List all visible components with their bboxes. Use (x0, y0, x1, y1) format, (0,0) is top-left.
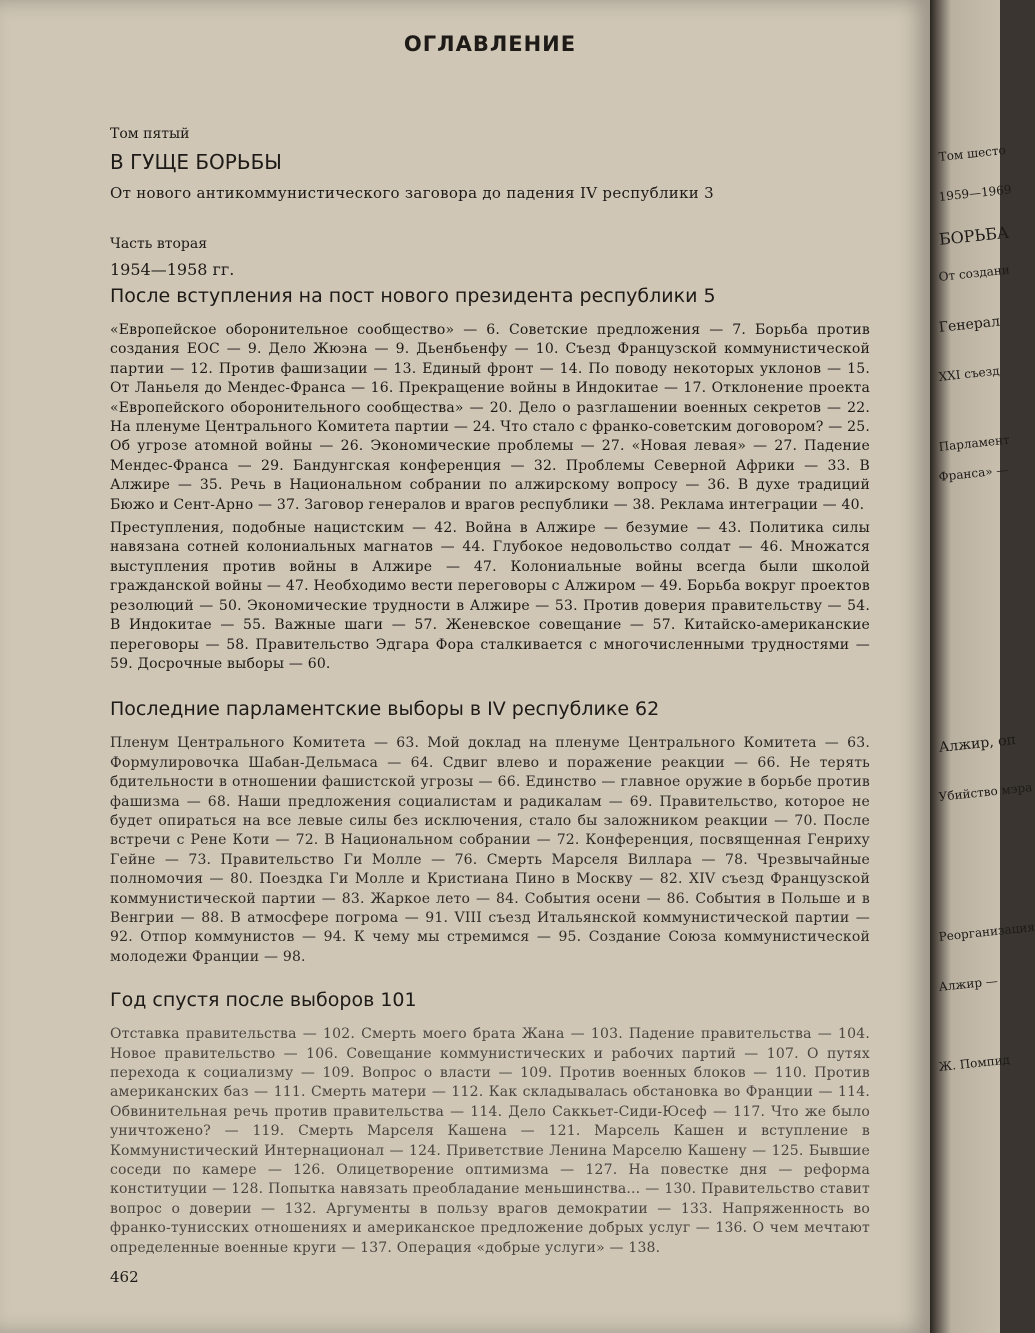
chapter-1-paragraph-1: «Европейское оборонительное сообщество» — 6. Советские предложения — 7. Борьба против создания ЕОС — 9. Дело Жюэна — 9. Дьенбьенфу — 10. Съезд Французской коммунистической партии — 12. Против фашизации — 13. Единый фронт — 14. По поводу некоторых уклонов — 15. От Ланьеля до Мендес-Франса — 16. Прекращение войны в Индокитае — 17. Отклонение проекта «Европейского оборонительного сообщества» — 20. Дело о разглашении военных секретов — 22. На пленуме Центрального Комитета партии — 24. Что стало с франко-советским договором? — 25. Об угрозе атомной войны — 26. Экономические проблемы — 27. «Новая левая» — 27. Падение Мендес-Франса — 29. Бандунгская конференция — 32. Проблемы Северной Африки — 33. В Алжире — 35. Речь в Национальном собрании по алжирскому вопросу — 36. В духе традиций Бюжо и Сент-Арно — 37. Заговор генералов и врагов республики — 38. Реклама интеграции — 40. (110, 322, 870, 513)
chapter-title-1: После вступления на пост нового президента республики 5 (110, 285, 716, 307)
part-years: 1954—1958 гг. (110, 260, 235, 279)
facing-fragment: Франса» — (938, 462, 1009, 484)
facing-fragment: 1959—1969 (938, 182, 1013, 204)
facing-fragment: Убийство мэра (938, 780, 1033, 804)
facing-fragment: XXI съезд (938, 363, 1001, 384)
facing-fragment: От создани (938, 262, 1011, 284)
facing-fragment: Парламент (938, 432, 1011, 454)
facing-page-edge (930, 0, 1035, 1333)
volume-label: Том пятый (110, 126, 190, 142)
chapter-title-3: Год спустя после выборов 101 (110, 989, 417, 1012)
facing-fragment: Реорганизация (938, 919, 1035, 944)
chapter-1-paragraph-2: Преступления, подобные нацистским — 42. Война в Алжире — безумие — 43. Политика силы навязана сотней колониальных магнатов — 44. Глубокое недовольство солдат — 46. Множатся выступления против войны в Алжире — 47. Колониальные войны всегда были школой гражданской войны — 47. Необходимо вести переговоры с Алжиром — 49. Борьба вокруг проектов резолюций — 50. Экономические трудности в Алжире — 53. Против доверия правительству — 54. В Индокитае — 55. Важные шаги — 57. Женевское совещание — 57. Китайско-американские переговоры — 58. Правительство Эдгара Фора сталкивается с многочисленными трудностями — 59. Досрочные выборы — 60. (110, 520, 870, 672)
facing-fragment: Ж. Помпид (938, 1052, 1011, 1074)
volume-title: В ГУЩЕ БОРЬБЫ (110, 150, 282, 174)
facing-fragment: БОРЬБА (938, 222, 1010, 249)
page-number: 462 (110, 1268, 139, 1286)
chapter-title-2: Последние парламентские выборы в IV республике 62 (110, 698, 660, 721)
chapter-2-paragraph-1: Пленум Центрального Комитета — 63. Мой доклад на пленуме Центрального Комитета — 63. Формулировочка Шабан-Дельмаса — 64. Сдвиг влево и поражение реакции — 66. Не терять бдительности в отношении фашистской угрозы — 66. Единство — главное оружие в борьбе против фашизма — 68. Наши предложения социалистам и радикалам — 69. Правительство, которое не будет опираться на все левые силы без исключения, стало бы заложником реакции — 70. После встречи с Рене Коти — 72. В Национальном собрании — 72. Конференция, посвященная Генриху Гейне — 73. Правительство Ги Молле — 76. Смерть Марселя Виллара — 78. Чрезвычайные полномочия — 80. Поездка Ги Молле и Кристиана Пино в Москву — 82. XIV съезд Французской коммунистической партии — 83. Жаркое лето — 84. События осени — 86. События в Польше и в Венгрии — 88. В атмосфере погрома — 91. VIII съезд Итальянской коммунистической партии — 92. Отпор коммунистов — 94. К чему мы стремимся — 95. Создание Союза коммунистической молодежи Франции — 98. (110, 735, 870, 965)
part-label: Часть вторая (110, 236, 208, 252)
facing-fragment: Том шесто (938, 142, 1007, 164)
facing-fragment: Генерал (938, 313, 1001, 336)
facing-fragment: Алжир — (938, 973, 999, 994)
facing-fragment: Алжир, оп (938, 731, 1017, 756)
volume-subtitle: От нового антикоммунистического заговора до падения IV республики 3 (110, 184, 714, 202)
page-heading: ОГЛАВЛЕНИЕ (403, 32, 577, 56)
chapter-3-paragraph-1: Отставка правительства — 102. Смерть моего брата Жана — 103. Падение правительства — 104. Новое правительство — 106. Совещание коммунистических и рабочих партий — 107. О путях перехода к социализму — 109. Вопрос о власти — 109. Против военных блоков — 110. Против американских баз — 111. Смерть матери — 112. Как складывалась обстановка во Франции — 114. Обвинительная речь против правительства — 114. Дело Саккьет-Сиди-Юсеф — 117. Что же было уничтожено? — 119. Смерть Марселя Кашена — 121. Марсель Кашен и вступление в Коммунистический Интернационал — 124. Приветствие Ленина Марселю Кашену — 125. Бывшие соседи по камере — 126. Олицетворение оптимизма — 127. На повестке дня — реформа конституции — 128. Попытка навязать преобладание меньшинства... — 130. Правительство ставит вопрос о доверии — 132. Аргументы в пользу врагов демократии — 133. Напряженность во франко-тунисских отношениях и американское предложение добрых услуг — 136. О чем мечтают определенные военные круги — 137. Операция «добрые услуги» — 138. (110, 1026, 870, 1256)
